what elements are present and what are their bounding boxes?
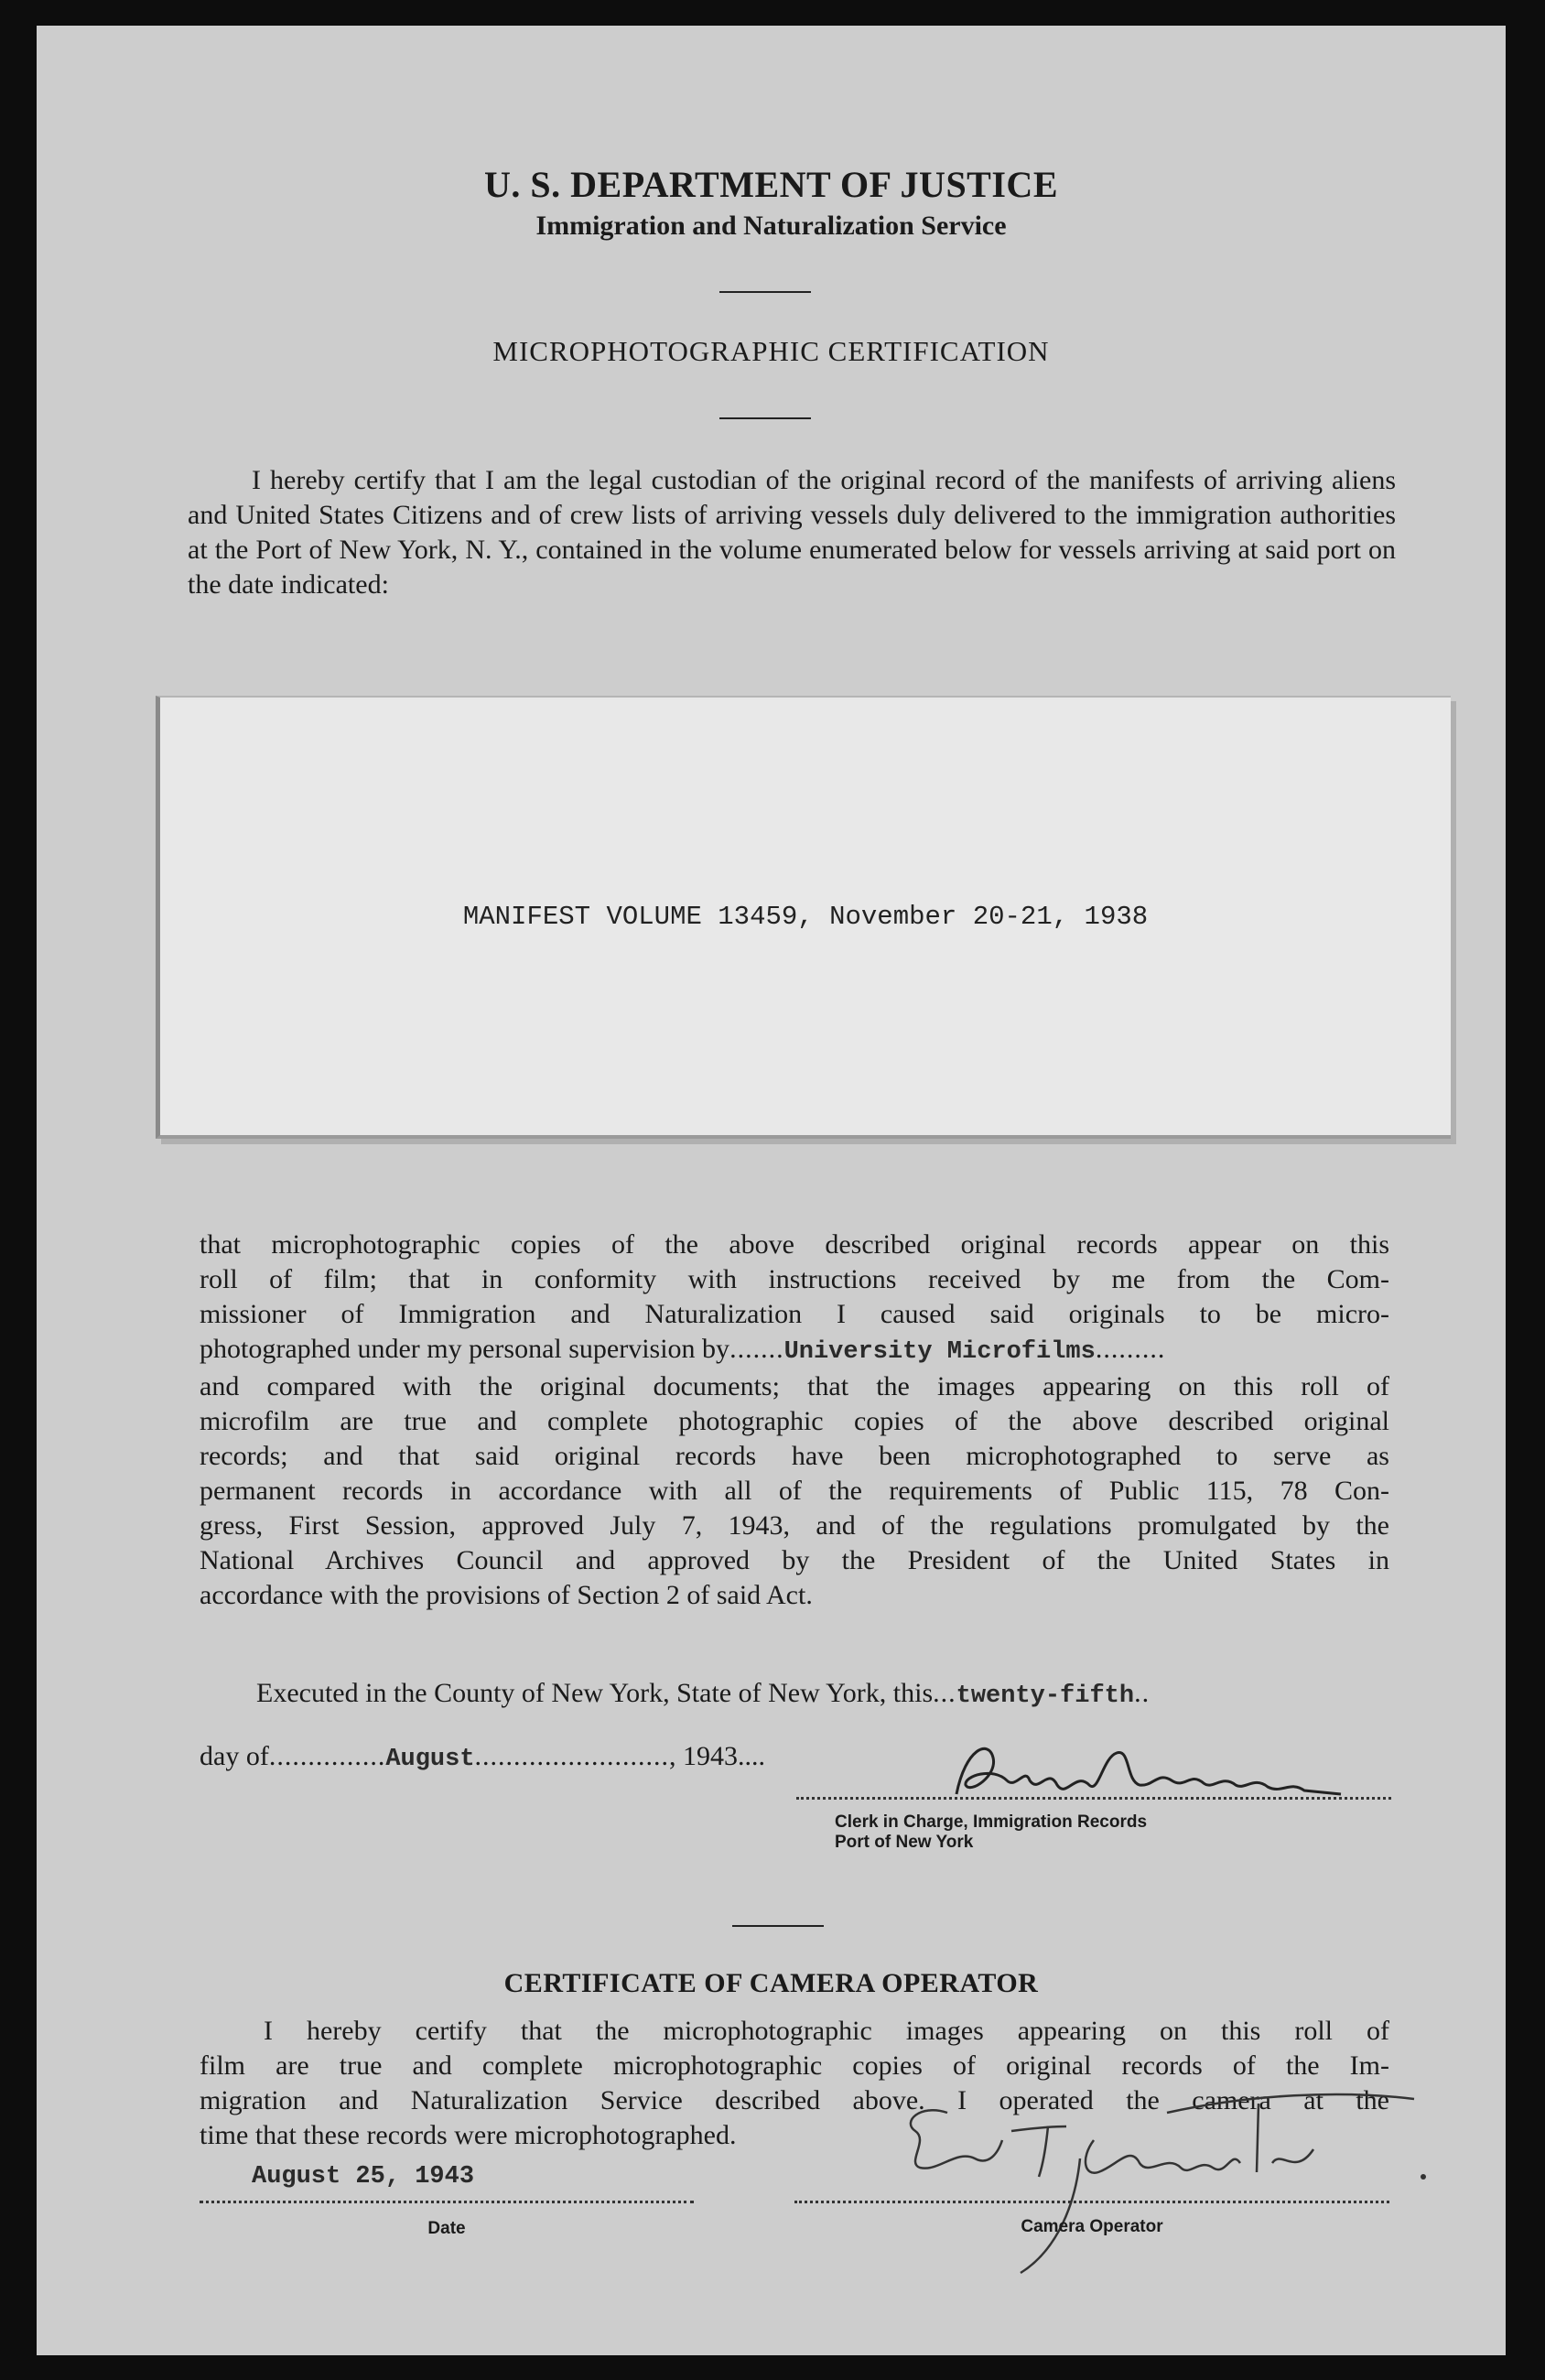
clerk-office-line: Port of New York [835,1833,974,1852]
body-line: microfilm are true and complete photographic copies of the above described original [200,1406,1389,1436]
dot-leader: ......... [1095,1334,1166,1364]
body-line: National Archives Council and approved by the President of the United States in [200,1545,1389,1575]
clerk-signature [938,1730,1378,1817]
camera-line: time that these records were microphotographed. [200,2120,737,2150]
divider [719,417,811,419]
body-line: that microphotographic copies of the above described original records appear on this [200,1229,1389,1260]
dot-leader: ... [933,1678,956,1708]
camera-operator-signature-line [794,2201,1389,2203]
date-label: Date [427,2219,466,2238]
body-line: roll of film; that in conformity with instructions received by me from the Com- [200,1264,1389,1294]
camera-operator-signature [865,2076,1451,2296]
certification-body [200,1228,1389,1613]
body-line: permanent records in accordance with all of the requirements of Public 115, 78 Con- [200,1476,1389,1506]
execution-prefix: Executed in the County of New York, State of New York, this [256,1678,934,1708]
dot-leader: .. [1134,1678,1151,1708]
body-line: missioner of Immigration and Naturalization I caused said originals to be micro- [200,1299,1389,1329]
intro-paragraph: I hereby certify that I am the legal custodian of the original record of the manifests of arriving aliens and United States Citizens and of crew lists of arriving vessels duly delivered to the immigration authorities at the Port of New York, N. Y., contained in the volume enumerated below for vessels arriving at said port on the date indicated: [188,465,1396,600]
manifest-volume-text: MANIFEST VOLUME 13459, November 20-21, 1938 [462,902,1149,932]
manifest-volume-card [156,696,1451,1139]
date-line [200,2201,694,2203]
clerk-title-line: Clerk in Charge, Immigration Records [835,1812,1148,1832]
dot-leader: ......................... [474,1741,670,1771]
camera-line: I hereby certify that the microphotographic images appearing on this roll of [264,2016,1389,2046]
clerk-title [835,1812,1147,1853]
body-line: and compared with the original documents; that the images appearing on this roll of [200,1371,1389,1401]
year-prefix: , 194 [669,1741,725,1771]
body-line: accordance with the provisions of Section 2 of said Act. [200,1580,813,1610]
camera-line: migration and Naturalization Service described above. I operated the camera at the [200,2085,1389,2115]
supervision-line [200,1332,1389,1369]
dot-leader: .... [738,1741,766,1771]
clerk-signature-line [796,1797,1391,1800]
execution-month: August [385,1746,475,1773]
divider [719,291,811,293]
department-heading: U. S. DEPARTMENT OF JUSTICE [484,164,1058,205]
supervision-prefix: photographed under my personal supervision by [200,1334,730,1364]
supervisor-name: University Microfilms [783,1338,1096,1366]
certification-date: August 25, 1943 [252,2163,475,2191]
dot-leader: ............... [268,1741,386,1771]
day-of-line [200,1741,1023,1773]
camera-operator-label: Camera Operator [1021,2217,1163,2236]
year-digit: 3 [724,1741,739,1771]
certification-title: MICROPHOTOGRAPHIC CERTIFICATION [492,335,1050,367]
execution-line [256,1678,1400,1710]
execution-day: twenty-fifth [956,1682,1135,1710]
certification-sheet [37,26,1506,2355]
service-heading: Immigration and Naturalization Service [535,211,1007,241]
body-line: records; and that said original records have been microphotographed to serve as [200,1441,1389,1471]
divider [732,1925,824,1927]
day-of-label: day of [200,1741,269,1771]
camera-line: film are true and complete microphotographic copies of original records of the Im- [200,2050,1389,2081]
camera-operator-heading: CERTIFICATE OF CAMERA OPERATOR [503,1968,1039,1998]
body-line: gress, First Session, approved July 7, 1943, and of the regulations promulgated by the [200,1510,1389,1541]
dot-leader: ....... [729,1334,784,1364]
